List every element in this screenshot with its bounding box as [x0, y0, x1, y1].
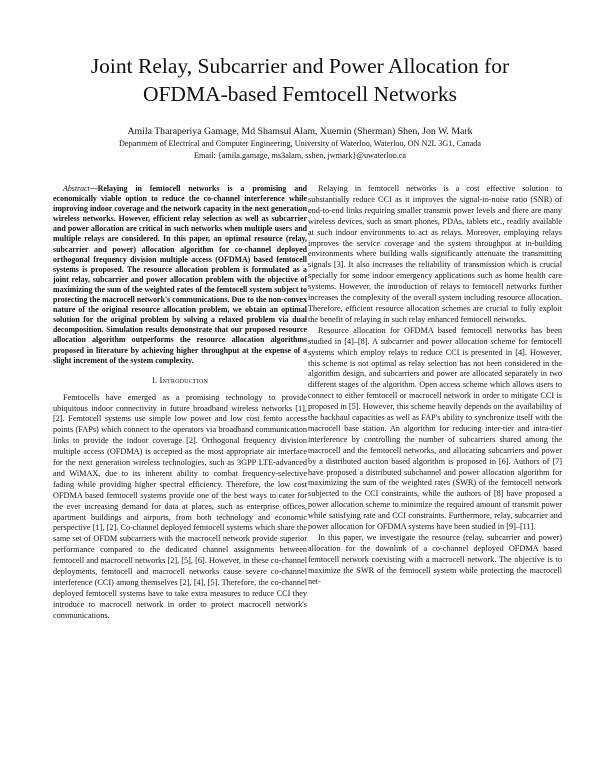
title-line-2: OFDMA-based Femtocell Networks — [142, 82, 458, 106]
abstract-text: —Relaying in femtocell networks is a promising and economically viable option to reduce the co-channel interference while improving indoor coverage and the network capacity in the next generation wireless networks. However, efficient relay selection as well as subcarrier and power allocation are critical in such networks when multiple users and multiple relays are considered. In this paper, an optimal resource (relay, subcarrier and power) allocation algorithm for co-channel deployed orthogonal frequency division multiple access (OFDMA) based femtocell systems is proposed. The resource allocation problem is formulated as a joint relay, subcarrier and power allocation problem with the objective of maximizing the sum of the weighted rates of the femtocell system subject to protecting the macrocell network's communications. Due to the non-convex nature of the original resource allocation problem, we obtain an optimal solution for the original problem by solving a relaxed problem via dual decomposition. Simulation results demonstrate that our proposed resource allocation algorithm outperforms the resource allocation algorithms proposed in literature by achieving higher throughput at the expense of a slight increment of the system complexity. — [53, 184, 307, 365]
title-line-1: Joint Relay, Subcarrier and Power Allocation for — [90, 54, 510, 78]
section-heading-introduction: I. Introduction — [151, 375, 209, 385]
intro-paragraph-2: Relaying in femtocell networks is a cost effective solution to substantially reduce CCI as it improves the signal-to-noise ratio (SNR) of end-to-end links requiring smaller transmit power levels and there are many wireless devices, such as smart phones, PDAs, tablets etc., readily available at such indoor environments to act as relays. Moreover, employing relays improves the service coverage and the system throughput at in-building environments where building walls significantly attenuate the transmitting signals [3]. It also increases the reliability of transmission which is crucial specially for some indoor emergency applications such as home health care systems. However, the introduction of relays to femtocell networks further increases the complexity of the overall system including resource allocation. Therefore, efficient resource allocation schemes are crucial to fully exploit the benefit of relaying in such relay enhanced femtocell networks. — [308, 184, 562, 324]
left-column — [53, 184, 307, 622]
intro-paragraph-3: Resource allocation for OFDMA based femtocell networks has been studied in [4]–[8]. A subcarrier and power allocation scheme for femtocell systems which employ relays to reduce CCI is presented in [4]. However, this scheme is not optimal as relay selection has not been considered in the algorithm design, and subcarriers and power are allocated separately in two different stages of the algorithm. Open access scheme which allows users to connect to either femtocell or macrocell network in order to mitigate CCI is proposed in [5]. However, this scheme heavily depends on the availability of the backhaul capacities as well as FAP's ability to synchronize itself with the macrocell base station. An algorithm for reducing inter-tier and intra-tier interference by controlling the number of subcarriers shared among the macrocell and the femtocell networks, and allocating subcarriers and power by a distributed auction based algorithm is proposed in [6]. Authors of [7] have proposed a distributed subchannel and power allocation algorithm for maximizing the sum of the weighted rates (SWR) of the femtocell network subjected to the CCI constraints, while the authors of [8] have proposed a power allocation scheme to minimize the required amount of transmit power while satisfying rate and CCI constraints. Furthermore, relay, subcarrier and power allocation for OFDMA systems have been studied in [9]–[11]. — [308, 325, 562, 532]
abstract-lead: Abstract — [63, 184, 90, 193]
author-list: Amila Tharaperiya Gamage, Md Shamsul Alam, Xuemin (Sherman) Shen, Jon W. Mark — [127, 126, 473, 137]
abstract — [53, 184, 307, 366]
right-column — [308, 184, 562, 588]
paper-title — [40, 52, 560, 108]
affiliation: Department of Electrical and Computer Engineering, University of Waterloo, Waterloo, ON N2L 3G1, Canada — [118, 139, 482, 148]
intro-paragraph-4: In this paper, we investigate the resource (relay, subcarrier and power) allocation for the downlink of a co-channel deployed OFDMA based femtocell network coexisting with a macrocell network. The objective is to maximize the SWR of the femtocell system while protecting the macrocell net- — [308, 533, 562, 586]
author-emails: Email: {amila.gamage, ms3alam, sshen, jwmark}@uwaterloo.ca — [193, 151, 407, 160]
intro-paragraph-1: Femtocells have emerged as a promising technology to provide ubiquitous indoor connectivity in future broadband wireless networks [1], [2]. Femtocell systems use simple low power and low cost femto access points (FAPs) which connect to the operators via broadband communication links to provide the indoor coverage [2]. Orthogonal frequency division multiple access (OFDMA) is accepted as the most appropriate air interface for the next generation wireless technologies, such as 3GPP LTE-advanced and WiMAX, due to its inherent ability to combat frequency-selective fading while providing higher spectral efficiency. Therefore, the low cost OFDMA based femtocell systems provide one of the best ways to cater for the ever increasing demand for data at places, such as enterprise offices, apartment buildings and airports, from both technology and economic perspective [1], [2]. Co-channel deployed femtocell systems which share the same set of OFDM subcarriers with the macrocell network provide superior performance compared to the dedicated channel assignments between femtocell and macrocell networks [2], [5], [6]. However, in these co-channel deployments, femtocell and macrocell networks cause severe co-channel interference (CCI) among themselves [2], [4], [5]. Therefore, the co-channel deployed femtocell systems have to take extra measures to reduce CCI they introduce to macrocell network in order to protect macrocell network's communications. — [53, 392, 307, 620]
